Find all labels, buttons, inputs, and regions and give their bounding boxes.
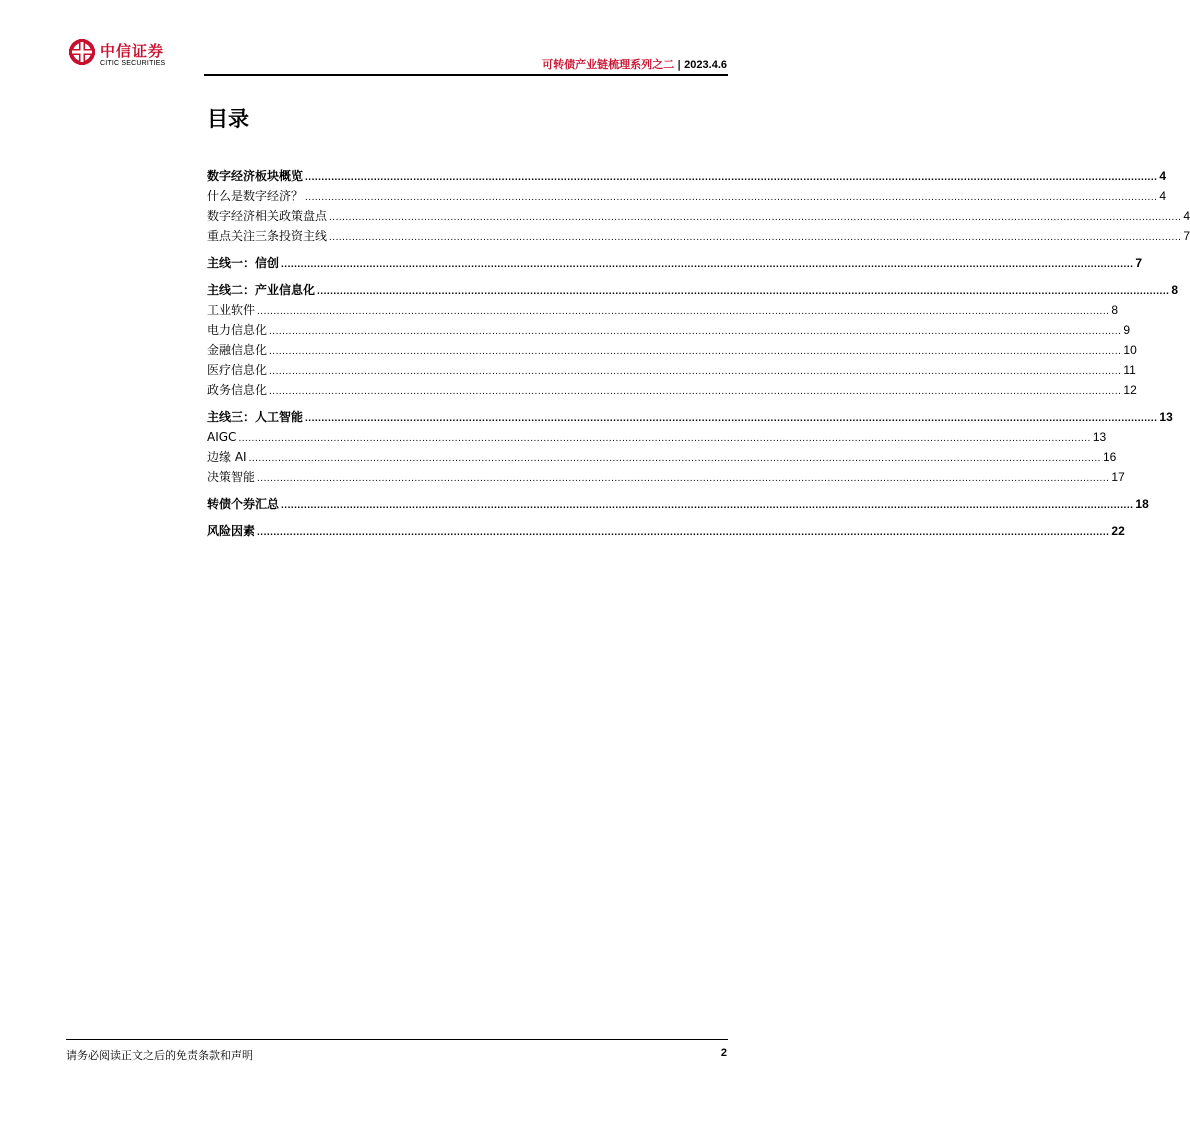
toc-entry[interactable] bbox=[207, 280, 1179, 300]
toc-entry-label: 电力信息化 bbox=[207, 323, 268, 337]
toc-entry-label: 金融信息化 bbox=[207, 343, 268, 357]
toc-entry-page: 8 bbox=[1171, 283, 1179, 297]
toc-entry-label: 什么是数字经济？ bbox=[207, 189, 304, 203]
logo-text-en: CITIC SECURITIES bbox=[100, 60, 166, 67]
toc-entry-page: 13 bbox=[1159, 410, 1173, 424]
toc-entry[interactable] bbox=[207, 360, 1136, 380]
toc-entry-page: 18 bbox=[1135, 497, 1149, 511]
toc-entry-page: 16 bbox=[1102, 450, 1117, 464]
header-report-info bbox=[542, 56, 727, 72]
toc-entry[interactable] bbox=[207, 226, 1190, 246]
toc-leader-dots: .................................................................................................................................................................................................................................................................... bbox=[281, 259, 1134, 270]
toc-entry-label: 主线一：信创 bbox=[207, 256, 280, 270]
toc-leader-dots: .................................................................................................................................................................................................................................................................... bbox=[305, 192, 1158, 203]
toc-entry[interactable] bbox=[207, 320, 1131, 340]
table-of-contents bbox=[207, 166, 1190, 541]
toc-leader-dots: .................................................................................................................................................................................................................................................................... bbox=[305, 413, 1158, 424]
toc-leader-dots: .................................................................................................................................................................................................................................................................... bbox=[305, 172, 1158, 183]
logo-text-cn: 中信证券 bbox=[100, 42, 165, 60]
toc-leader-dots: .................................................................................................................................................................................................................................................................... bbox=[281, 500, 1134, 511]
toc-entry-label: 转债个券汇总 bbox=[207, 497, 280, 511]
toc-entry-page: 7 bbox=[1183, 229, 1190, 243]
toc-entry-label: 主线三：人工智能 bbox=[207, 410, 304, 424]
toc-entry[interactable] bbox=[207, 494, 1149, 514]
toc-leader-dots: .................................................................................................................................................................................................................................................................... bbox=[257, 527, 1110, 538]
toc-entry[interactable] bbox=[207, 166, 1167, 186]
toc-entry-label: AIGC bbox=[207, 430, 237, 444]
toc-entry-label: 工业软件 bbox=[207, 303, 256, 317]
toc-entry-page: 8 bbox=[1111, 303, 1119, 317]
toc-entry-page: 11 bbox=[1123, 363, 1136, 377]
toc-entry[interactable] bbox=[207, 407, 1173, 427]
footer-disclaimer: 请务必阅读正文之后的免责条款和声明 bbox=[66, 1049, 253, 1062]
toc-entry-label: 边缘 AI bbox=[207, 450, 247, 464]
toc-entry-page: 4 bbox=[1159, 169, 1167, 183]
toc-leader-dots: .................................................................................................................................................................................................................................................................... bbox=[269, 386, 1122, 397]
toc-entry[interactable] bbox=[207, 521, 1125, 541]
toc-entry[interactable] bbox=[207, 467, 1125, 487]
toc-leader-dots: .................................................................................................................................................................................................................................................................... bbox=[329, 232, 1182, 243]
toc-leader-dots: .................................................................................................................................................................................................................................................................... bbox=[257, 473, 1110, 484]
footer-page-number: 2 bbox=[720, 1047, 727, 1059]
toc-entry[interactable] bbox=[207, 300, 1119, 320]
toc-entry-page: 17 bbox=[1111, 470, 1125, 484]
toc-entry-page: 10 bbox=[1123, 343, 1137, 357]
toc-leader-dots: .................................................................................................................................................................................................................................................................... bbox=[269, 346, 1122, 357]
citic-logo-icon bbox=[68, 38, 96, 66]
toc-entry-page: 12 bbox=[1123, 383, 1137, 397]
report-date: 2023.4.6 bbox=[684, 59, 727, 71]
citic-logo bbox=[68, 38, 188, 74]
toc-leader-dots: .................................................................................................................................................................................................................................................................... bbox=[238, 433, 1091, 444]
toc-entry-page: 9 bbox=[1123, 323, 1131, 337]
toc-leader-dots: .................................................................................................................................................................................................................................................................... bbox=[269, 326, 1122, 337]
toc-entry[interactable] bbox=[207, 340, 1137, 360]
toc-entry[interactable] bbox=[207, 253, 1143, 273]
toc-entry-label: 主线二：产业信息化 bbox=[207, 283, 316, 297]
toc-entry-label: 重点关注三条投资主线 bbox=[207, 229, 328, 243]
toc-leader-dots: .................................................................................................................................................................................................................................................................... bbox=[329, 212, 1182, 223]
toc-leader-dots: .................................................................................................................................................................................................................................................................... bbox=[269, 366, 1122, 377]
toc-entry[interactable] bbox=[207, 380, 1137, 400]
toc-entry-page: 7 bbox=[1135, 256, 1143, 270]
header-divider bbox=[204, 74, 728, 76]
toc-entry-page: 4 bbox=[1159, 189, 1167, 203]
toc-entry-label: 数字经济板块概览 bbox=[207, 169, 304, 183]
header-separator: | bbox=[677, 58, 682, 71]
toc-entry-page: 4 bbox=[1183, 209, 1190, 223]
toc-entry-label: 风险因素 bbox=[207, 524, 256, 538]
toc-entry-label: 数字经济相关政策盘点 bbox=[207, 209, 328, 223]
toc-leader-dots: .................................................................................................................................................................................................................................................................... bbox=[257, 306, 1110, 317]
toc-leader-dots: .................................................................................................................................................................................................................................................................... bbox=[317, 286, 1170, 297]
toc-title: 目录 bbox=[207, 107, 249, 131]
report-series: 可转债产业链梳理系列之二 bbox=[542, 58, 675, 71]
toc-entry-label: 医疗信息化 bbox=[207, 363, 268, 377]
page-header bbox=[0, 0, 793, 80]
toc-entry[interactable] bbox=[207, 447, 1117, 467]
toc-leader-dots: .................................................................................................................................................................................................................................................................... bbox=[248, 453, 1101, 464]
toc-entry[interactable] bbox=[207, 186, 1167, 206]
toc-entry-page: 13 bbox=[1092, 430, 1107, 444]
toc-entry-label: 政务信息化 bbox=[207, 383, 268, 397]
toc-entry[interactable] bbox=[207, 427, 1107, 447]
toc-entry-page: 22 bbox=[1111, 524, 1125, 538]
toc-entry[interactable] bbox=[207, 206, 1190, 226]
footer-divider bbox=[66, 1039, 728, 1040]
toc-entry-label: 决策智能 bbox=[207, 470, 256, 484]
